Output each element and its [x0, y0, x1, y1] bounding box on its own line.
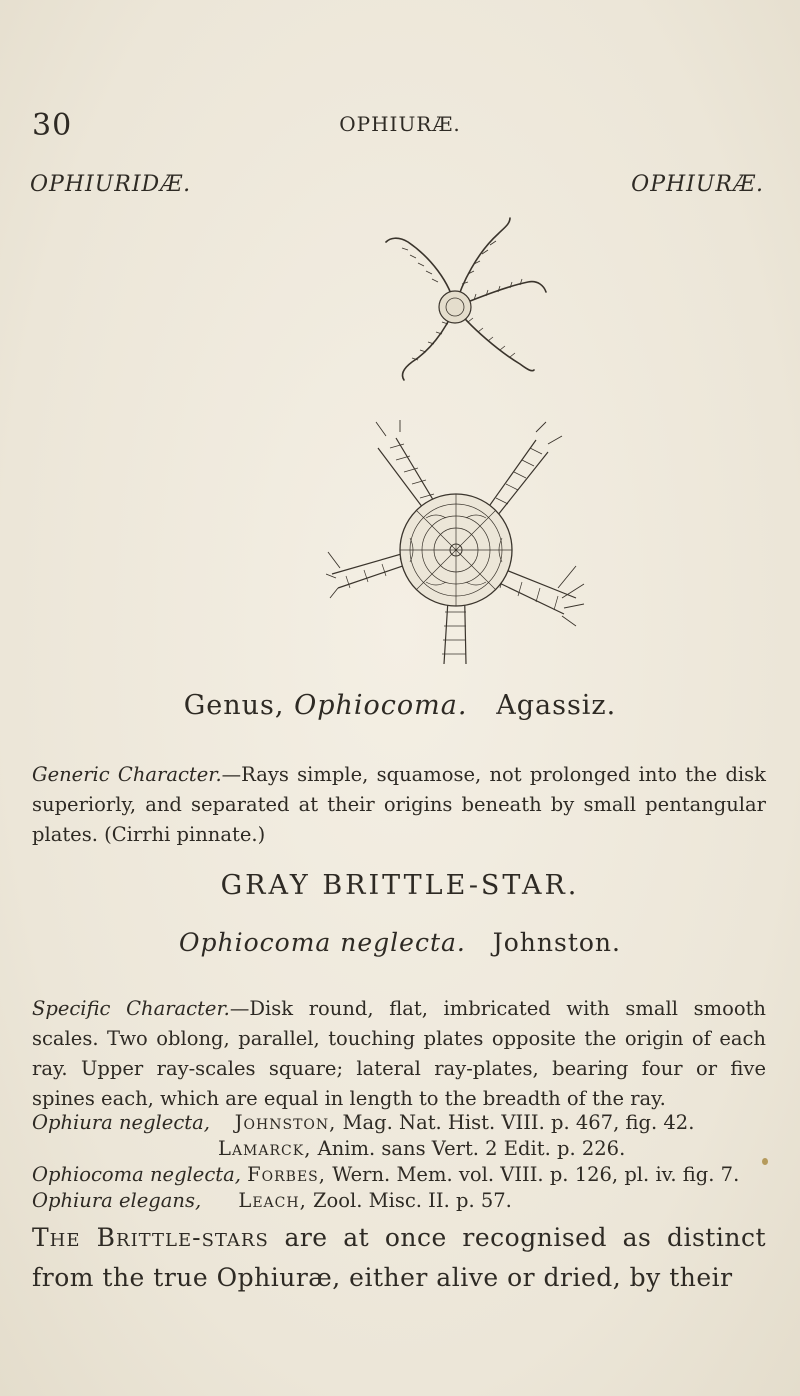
- synonym-author-secondary: Lamarck,: [218, 1137, 312, 1160]
- page-number: 30: [32, 108, 73, 143]
- synonym-reference-secondary: Anim. sans Vert. 2 Edit. p. 226.: [317, 1137, 626, 1160]
- generic-character-paragraph: [32, 760, 766, 850]
- column-head-right: OPHIURÆ.: [631, 172, 764, 197]
- synonymy-list: [32, 1110, 766, 1214]
- genus-heading: [0, 690, 800, 721]
- ink-spot: [762, 1158, 768, 1165]
- body-text: are at once recognised as distinct from the true Ophiuræ, either alive or dried, by their: [32, 1223, 766, 1292]
- synonym-reference: Wern. Mem. vol. VIII. p. 126, pl. iv. fig. 7.: [332, 1163, 740, 1186]
- synonym-author: Leach,: [238, 1189, 307, 1212]
- synonym-entry: [32, 1162, 766, 1188]
- generic-character-label: Generic Character.: [32, 763, 222, 786]
- synonym-name: Ophiocoma neglecta,: [32, 1163, 241, 1186]
- brittle-star-disk-illustration: [326, 418, 586, 666]
- body-paragraph: [32, 1218, 766, 1298]
- synonym-entry: [32, 1188, 766, 1214]
- synonym-author: Forbes,: [247, 1163, 326, 1186]
- species-heading: [0, 928, 800, 957]
- generic-character-text: —Rays simple, squamose, not prolonged into the disk superiorly, and separated at their origins beneath by small pentangular plates. (Cirrhi pinnate.): [32, 763, 766, 846]
- species-common-name: GRAY BRITTLE-STAR.: [220, 870, 580, 901]
- genus-name: Ophiocoma.: [294, 690, 468, 721]
- species-authority: Johnston.: [492, 928, 621, 957]
- specific-character-paragraph: [32, 994, 766, 1114]
- synonym-author: Johnston,: [234, 1111, 337, 1134]
- synonym-reference: Zool. Misc. II. p. 57.: [312, 1189, 512, 1212]
- synonym-entry: [32, 1110, 766, 1162]
- specific-character-label: Specific Character.: [32, 997, 230, 1020]
- brittle-star-side-illustration: [350, 212, 560, 402]
- genus-authority: Agassiz.: [496, 690, 617, 721]
- running-head: OPHIURÆ.: [339, 112, 461, 136]
- column-head-left: OPHIURIDÆ.: [30, 172, 192, 197]
- specific-character-text: —Disk round, flat, imbricated with small smooth scales. Two oblong, parallel, touching plates opposite the origin of each ray. Upper ray-scales square; lateral ray-plates, bearing four or five spines each, which are equal in length to the breadth of the ray.: [32, 997, 766, 1110]
- synonym-name: Ophiura elegans,: [32, 1189, 202, 1212]
- body-lead-in: The Brittle-stars: [32, 1223, 269, 1252]
- genus-prefix: Genus,: [183, 690, 295, 721]
- synonym-reference: Mag. Nat. Hist. VIII. p. 467, fig. 42.: [342, 1111, 695, 1134]
- species-scientific-name: Ophiocoma neglecta.: [179, 928, 466, 957]
- synonym-name: Ophiura neglecta,: [32, 1111, 210, 1134]
